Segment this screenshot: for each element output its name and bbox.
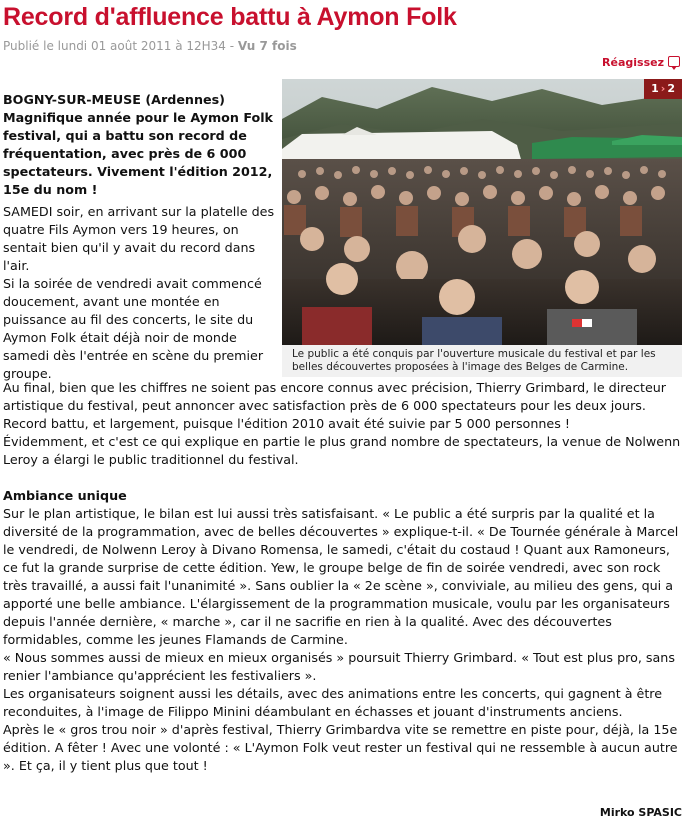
festival-crowd-photo[interactable] [282,79,682,345]
article-title: Record d'affluence battu à Aymon Folk [3,3,457,31]
pager-arrow-icon[interactable]: › [660,82,666,95]
author-name: Mirko SPASIC [599,806,682,819]
paragraph: Évidemment, et c'est ce qui explique en partie le plus grand nombre de spectateurs, la venue de Nolwenn Leroy a élargi le public traditionnel du festival. [3,434,681,467]
pager-current: 1 [651,82,659,95]
publish-date: Publié le lundi 01 août 2011 à 12H34 - [3,39,238,53]
paragraph: Après le « gros trou noir » d'après festival, Thierry Grimbardva vite se remettre en piste pour, déjà, la 15e édition. A fêter ! Avec une volonté : « L'Aymon Folk veut rester un festival qui ne ressemble à aucun autre ». Et ça, il y tient plus que tout ! [3,722,678,773]
photo-caption: Le public a été conquis par l'ouverture musicale du festival et par les belles découvertes proposées à l'image des Belges de Carmine. [292,348,656,373]
paragraph: SAMEDI soir, en arrivant sur la platelle des quatre Fils Aymon vers 19 heures, on sentait bien qu'il y avait du record dans l'air. [3,204,275,273]
paragraph: « Nous sommes aussi de mieux en mieux organisés » poursuit Thierry Grimbard. « Tout est plus pro, sans renier l'ambiance qu'apprécient les festivaliers ». [3,650,675,683]
paragraph: Les organisateurs soignent aussi les détails, avec des animations entre les concerts, qui gagnent à être reconduites, à l'image de Filippo Minini déambulant en échasses et jouant d'instruments anciens. [3,686,663,719]
photo-box [282,79,682,377]
react-label: Réagissez [602,56,664,69]
paragraph: Si la soirée de vendredi avait commencé doucement, avant une montée en puissance au fil des concerts, le site du Aymon Folk était déjà noir de monde samedi dès l'entrée en scène du premier groupe. [3,276,264,381]
article-meta [3,39,297,53]
react-link[interactable] [602,55,680,69]
article-lead: Magnifique année pour le Aymon Folk festival, qui a battu son record de fréquentation, avec près de 6 000 spectateurs. Vivement l'édition 2012, 15e du nom ! [3,110,273,197]
paragraph: Sur le plan artistique, le bilan est lui aussi très satisfaisant. « Le public a été surpris par la qualité et la diversité de la programmation, avec de belles découvertes » explique-t-il. « De Tournée générale à Marcel le vendredi, de Nolwenn Leroy à Divano Romensa, le samedi, c'était du costaud ! Quant aux Ramoneurs, ce fut la grande surprise de cette édition. Yew, le groupe belge de fin de soirée vendredi, avec son rock très travaillé, a aussi fait l'unanimité ». Sans oublier la « 2e scène », conviviale, au milieu des gens, qui a apporté une belle ambiance. L'élargissement de la programmation musicale, voulu par les organisateurs depuis l'année dernière, « marche », car il ne sacrifie en rien à la qualité. Avec des découvertes formidables, comme les jeunes Flamands de Carmine. [3,506,679,647]
paragraph: Au final, bien que les chiffres ne soient pas encore connus avec précision, Thierry Grimbard, le directeur artistique du festival, peut annoncer avec satisfaction près de 6 000 spectateurs pour les deux jours. Record battu, et largement, puisque l'édition 2010 avait été suivie par 5 000 personnes ! [3,380,667,431]
article-intro [3,91,275,383]
photo-pager[interactable] [644,79,682,99]
pager-next[interactable]: 2 [667,82,675,95]
view-count: Vu 7 fois [237,39,297,53]
article-location: BOGNY-SUR-MEUSE (Ardennes) [3,92,225,107]
subheading: Ambiance unique [3,488,127,503]
article-body [3,379,681,775]
comment-icon [668,56,680,67]
